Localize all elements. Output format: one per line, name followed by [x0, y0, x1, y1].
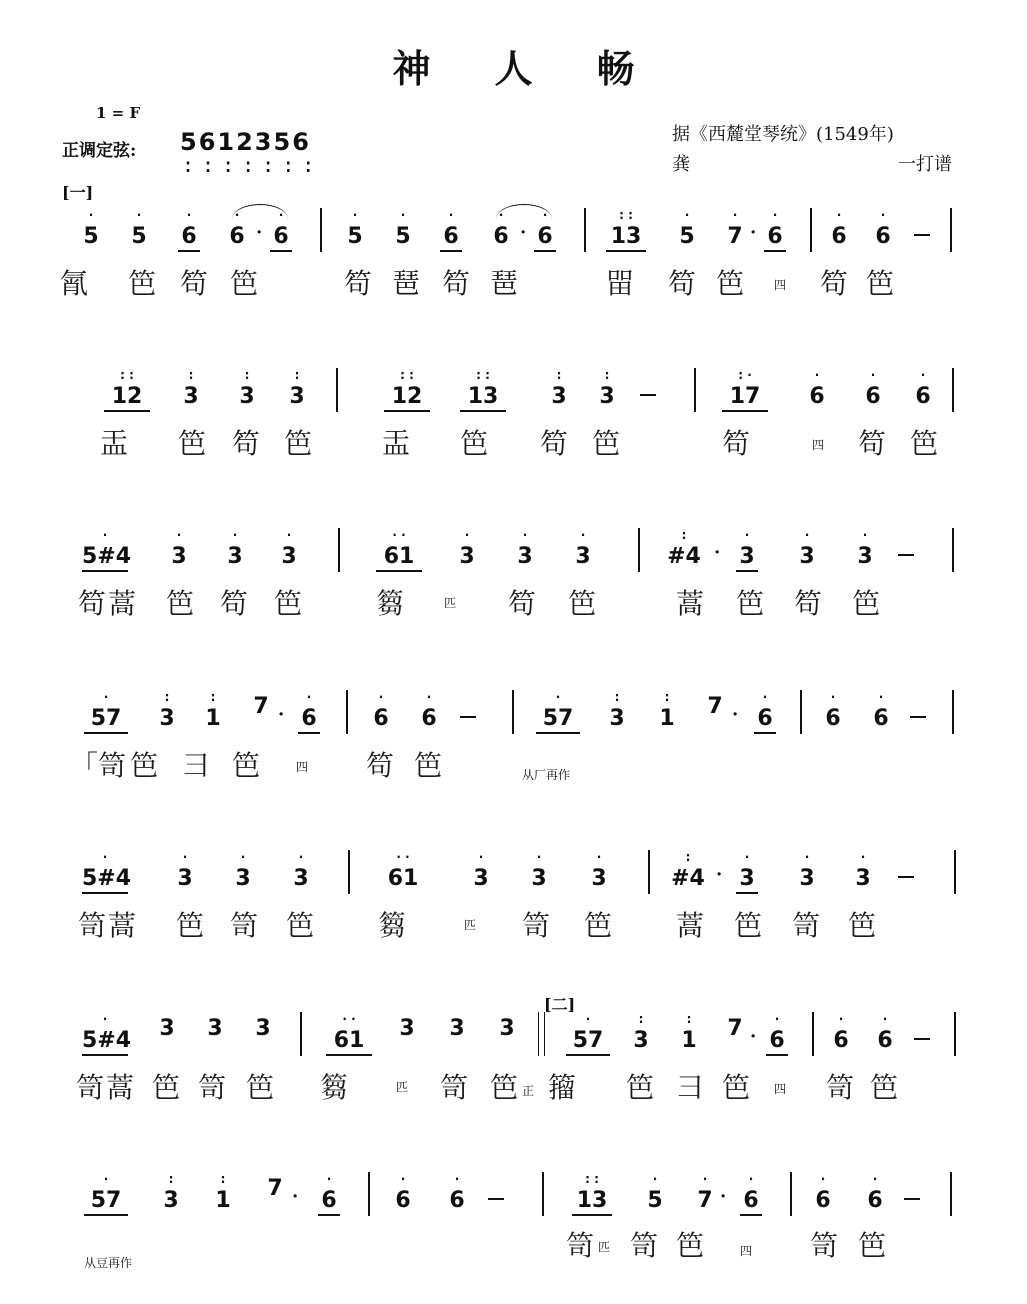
tablature-glyph: 彐: [676, 1071, 705, 1104]
note: · 5: [647, 1172, 663, 1213]
barline: [694, 368, 696, 412]
tuning-octave-dots: :::::::: [182, 153, 323, 177]
dot: ·: [256, 222, 263, 243]
note: : : 13: [572, 1176, 612, 1216]
note: 3: [159, 1016, 175, 1041]
note: : 1: [215, 1172, 231, 1213]
sustain-dash: [910, 716, 926, 718]
tablature-mark: 四: [774, 278, 787, 292]
note: · 6: [229, 208, 245, 249]
dot: ·: [720, 1186, 727, 1207]
dot: ·: [714, 542, 721, 563]
note: · 5#4: [82, 854, 128, 894]
arranger-name: 龚: [672, 154, 690, 175]
tablature-glyph: 笆: [284, 427, 313, 460]
sustain-dash: [460, 716, 476, 718]
note: 3: [399, 1016, 415, 1041]
tablature-glyph: 笆: [870, 1071, 899, 1104]
note: : : 12: [384, 372, 430, 412]
note: · 3: [235, 850, 251, 891]
dot: ·: [292, 1186, 299, 1207]
note: · 6: [318, 1176, 340, 1216]
note: · 6: [865, 368, 881, 409]
score-row-7: [0, 1172, 1027, 1216]
note: · 6: [809, 368, 825, 409]
tablature-glyph: 㽞: [606, 267, 635, 300]
tablature-glyph: 笆: [568, 587, 597, 620]
note: · 5: [395, 208, 411, 249]
note: 7: [253, 694, 269, 719]
tablature-glyph: 笆: [128, 267, 157, 300]
note: · 3: [473, 850, 489, 891]
key-signature: 1 = F: [96, 104, 141, 122]
note: · · 61: [376, 532, 422, 572]
barline: [954, 850, 956, 894]
tablature-row-5: [0, 904, 1027, 944]
note: : 3: [551, 368, 567, 409]
tablature-glyph: 笆: [414, 749, 443, 782]
note: · 6: [754, 694, 776, 734]
note: · 6: [373, 690, 389, 731]
tablature-glyph: 笥: [78, 909, 107, 942]
note: · 3: [799, 528, 815, 569]
note: : : 13: [460, 372, 506, 412]
barline: [320, 208, 322, 252]
barline: [952, 368, 954, 412]
note: : 1: [659, 690, 675, 731]
tablature-mark: 正: [522, 1084, 535, 1098]
note: · 6: [766, 1016, 788, 1056]
tablature-glyph: 笥: [198, 1071, 227, 1104]
tablature-glyph: 「笥: [70, 749, 127, 782]
note: · 5#4: [82, 1016, 128, 1056]
note: · 3: [736, 532, 758, 572]
note: · 3: [177, 850, 193, 891]
page-title: 神人畅: [392, 46, 699, 91]
tablature-glyph: 笱: [366, 749, 395, 782]
note: · 57: [84, 1176, 128, 1216]
tablature-glyph: 笥: [230, 909, 259, 942]
tablature-glyph: 笥: [566, 1229, 595, 1262]
note: · 7: [697, 1172, 713, 1213]
score-row-3: [0, 528, 1027, 572]
tablature-glyph: 笱: [232, 427, 261, 460]
tablature-glyph: 笱: [78, 587, 107, 620]
note: · 6: [298, 694, 320, 734]
tablature-glyph: 笥: [522, 909, 551, 942]
barline: [812, 1012, 814, 1056]
note: · 6: [915, 368, 931, 409]
note: · 6: [534, 212, 556, 252]
note: · 6: [833, 1012, 849, 1053]
note: · 5: [347, 208, 363, 249]
tablature-glyph: 笱: [858, 427, 887, 460]
tablature-glyph: 笱: [180, 267, 209, 300]
tablature-mark: 匹: [444, 596, 457, 610]
barline: [952, 690, 954, 734]
tablature-glyph: 笥: [440, 1071, 469, 1104]
tablature-glyph: 笆: [130, 749, 159, 782]
tablature-glyph: 笆: [232, 749, 261, 782]
note: · 5#4: [82, 532, 128, 572]
tablature-glyph: 笆: [722, 1071, 751, 1104]
tablature-glyph: 蒿: [108, 909, 137, 942]
barline: [368, 1172, 370, 1216]
note: · 6: [873, 690, 889, 731]
note: · 6: [740, 1176, 762, 1216]
section-barline: [538, 1012, 545, 1056]
tablature-glyph: 笱: [820, 267, 849, 300]
tablature-glyph: 笆: [848, 909, 877, 942]
note: 3: [499, 1016, 515, 1041]
tablature-glyph: 笱: [344, 267, 373, 300]
tablature-glyph: 笥: [810, 1229, 839, 1262]
tablature-glyph: 笱: [508, 587, 537, 620]
tablature-glyph: 笆: [178, 427, 207, 460]
note: : 3: [159, 690, 175, 731]
score-row-4: [0, 690, 1027, 734]
note: 3: [255, 1016, 271, 1041]
tablature-row-3: [0, 582, 1027, 622]
note: · 3: [459, 528, 475, 569]
score-row-6: [0, 1012, 1027, 1056]
tablature-glyph: 笱: [540, 427, 569, 460]
tablature-glyph: 笆: [910, 427, 939, 460]
note: · 6: [421, 690, 437, 731]
tablature-glyph: 笥: [76, 1071, 105, 1104]
barline: [300, 1012, 302, 1056]
tablature-glyph: 笥: [826, 1071, 855, 1104]
dot: ·: [732, 704, 739, 725]
note: · 6: [831, 208, 847, 249]
note: : : 13: [606, 212, 646, 252]
note: : #4: [671, 850, 705, 891]
sustain-dash: [488, 1198, 504, 1200]
tablature-glyph: 笆: [626, 1071, 655, 1104]
source-citation: 据《西麓堂琴统》(1549年): [672, 124, 894, 145]
note: · 6: [449, 1172, 465, 1213]
tablature-mark: 四: [812, 438, 825, 452]
note: 3: [207, 1016, 223, 1041]
barline: [950, 1172, 952, 1216]
tablature-glyph: 笆: [152, 1071, 181, 1104]
tablature-glyph: 篘: [378, 909, 407, 942]
tablature-glyph: 笆: [274, 587, 303, 620]
note: · · 61: [326, 1016, 372, 1056]
tablature-glyph: 笥: [630, 1229, 659, 1262]
tablature-glyph: 笆: [852, 587, 881, 620]
barline: [648, 850, 650, 894]
note: · 6: [270, 212, 292, 252]
barline: [810, 208, 812, 252]
tablature-row-7: [0, 1224, 1027, 1270]
section-mark-1: [一]: [62, 183, 94, 202]
note: · 3: [591, 850, 607, 891]
tablature-glyph: 笱: [442, 267, 471, 300]
note: · 6: [875, 208, 891, 249]
barline: [542, 1172, 544, 1216]
arranger-role: 一打谱: [898, 154, 952, 175]
tablature-glyph: 笱: [722, 427, 751, 460]
tablature-row-4: [0, 744, 1027, 784]
tablature-mark: 四: [740, 1244, 753, 1258]
tablature-glyph: 蒿: [106, 1071, 135, 1104]
note: · 5: [679, 208, 695, 249]
dot: ·: [750, 222, 757, 243]
repeat-annotation: 从厂再作: [522, 768, 571, 782]
tuning-notes: 5612356: [180, 128, 311, 156]
note: · 5: [83, 208, 99, 249]
tablature-glyph: 笆: [734, 909, 763, 942]
tablature-row-6: [0, 1066, 1027, 1106]
dot: ·: [716, 864, 723, 885]
tablature-glyph: 籀: [548, 1071, 577, 1104]
barline: [638, 528, 640, 572]
tablature-glyph: 笱: [794, 587, 823, 620]
note: · 3: [855, 850, 871, 891]
note: 7: [727, 1016, 743, 1041]
tablature-glyph: 蒿: [108, 587, 137, 620]
note: : 3: [289, 368, 305, 409]
note: · 6: [815, 1172, 831, 1213]
tablature-glyph: 㲵: [60, 267, 89, 300]
tablature-row-1: [0, 262, 1027, 302]
note: · 6: [178, 212, 200, 252]
tablature-row-2: [0, 422, 1027, 462]
tablature-glyph: 笆: [230, 267, 259, 300]
tablature-glyph: 笆: [176, 909, 205, 942]
sustain-dash: [904, 1198, 920, 1200]
barline: [348, 850, 350, 894]
note: · 3: [736, 854, 758, 894]
tablature-glyph: 笆: [866, 267, 895, 300]
tablature-mark: 匹: [396, 1080, 409, 1094]
tablature-glyph: 㿻: [100, 427, 129, 460]
note: : #4: [667, 528, 701, 569]
note: · 3: [293, 850, 309, 891]
note: : 3: [633, 1012, 649, 1053]
note: : · 17: [722, 372, 768, 412]
tablature-glyph: 笆: [166, 587, 195, 620]
note: 7: [267, 1176, 283, 1201]
note: : 3: [609, 690, 625, 731]
score-row-1: [0, 208, 1027, 252]
note: : 3: [163, 1172, 179, 1213]
tablature-glyph: 琶: [490, 267, 519, 300]
note: : : 12: [104, 372, 150, 412]
barline: [584, 208, 586, 252]
tablature-glyph: 笆: [592, 427, 621, 460]
note: · 6: [877, 1012, 893, 1053]
barline: [336, 368, 338, 412]
barline: [800, 690, 802, 734]
sustain-dash: [898, 554, 914, 556]
tablature-glyph: 笆: [490, 1071, 519, 1104]
note: · 3: [171, 528, 187, 569]
note: · 57: [84, 694, 128, 734]
note: · 6: [867, 1172, 883, 1213]
note: 3: [449, 1016, 465, 1041]
note: · 57: [536, 694, 580, 734]
note: · 3: [517, 528, 533, 569]
note: 7: [707, 694, 723, 719]
tablature-glyph: 笱: [220, 587, 249, 620]
note: · 6: [493, 208, 509, 249]
note: · 3: [531, 850, 547, 891]
tablature-glyph: 笆: [246, 1071, 275, 1104]
score-row-5: [0, 850, 1027, 894]
tablature-glyph: 笱: [668, 267, 697, 300]
barline: [512, 690, 514, 734]
note: · 6: [395, 1172, 411, 1213]
sustain-dash: [898, 876, 914, 878]
note: · 6: [440, 212, 462, 252]
sustain-dash: [640, 394, 656, 396]
note: · 6: [825, 690, 841, 731]
note: : 1: [205, 690, 221, 731]
tablature-glyph: 蒿: [676, 909, 705, 942]
sustain-dash: [914, 234, 930, 236]
barline: [346, 690, 348, 734]
tablature-glyph: 笆: [584, 909, 613, 942]
barline: [950, 208, 952, 252]
barline: [338, 528, 340, 572]
tablature-glyph: 笆: [460, 427, 489, 460]
note: · 57: [566, 1016, 610, 1056]
dot: ·: [278, 704, 285, 725]
tablature-glyph: 笆: [858, 1229, 887, 1262]
note: : 3: [183, 368, 199, 409]
section-mark-2: [二]: [544, 995, 576, 1014]
tablature-glyph: 彐: [182, 749, 211, 782]
tablature-glyph: 琶: [392, 267, 421, 300]
tablature-mark: 匹: [464, 918, 477, 932]
note: : 1: [681, 1012, 697, 1053]
note: · 3: [799, 850, 815, 891]
tablature-mark: 匹: [598, 1240, 611, 1254]
tablature-glyph: 篘: [376, 587, 405, 620]
note: · 3: [281, 528, 297, 569]
tablature-glyph: 笆: [676, 1229, 705, 1262]
sustain-dash: [914, 1038, 930, 1040]
note: : 3: [599, 368, 615, 409]
tablature-glyph: 笆: [716, 267, 745, 300]
note: · · 61: [387, 850, 419, 891]
tablature-glyph: 篘: [320, 1071, 349, 1104]
tablature-glyph: 笥: [792, 909, 821, 942]
tablature-mark: 四: [296, 760, 309, 774]
note: : 3: [239, 368, 255, 409]
tablature-mark: 四: [774, 1082, 787, 1096]
note: · 6: [764, 212, 786, 252]
note: · 3: [227, 528, 243, 569]
repeat-annotation: 从豆再作: [84, 1256, 133, 1270]
score-row-2: [0, 368, 1027, 412]
note: · 3: [575, 528, 591, 569]
tablature-glyph: 笆: [736, 587, 765, 620]
barline: [790, 1172, 792, 1216]
note: · 3: [857, 528, 873, 569]
tablature-glyph: 㿻: [382, 427, 411, 460]
barline: [954, 1012, 956, 1056]
tablature-glyph: 蒿: [676, 587, 705, 620]
note: · 5: [131, 208, 147, 249]
note: · 7: [727, 208, 743, 249]
dot: ·: [750, 1026, 757, 1047]
tuning-label: 正调定弦:: [62, 141, 137, 161]
barline: [952, 528, 954, 572]
dot: ·: [520, 222, 527, 243]
tablature-glyph: 笆: [286, 909, 315, 942]
